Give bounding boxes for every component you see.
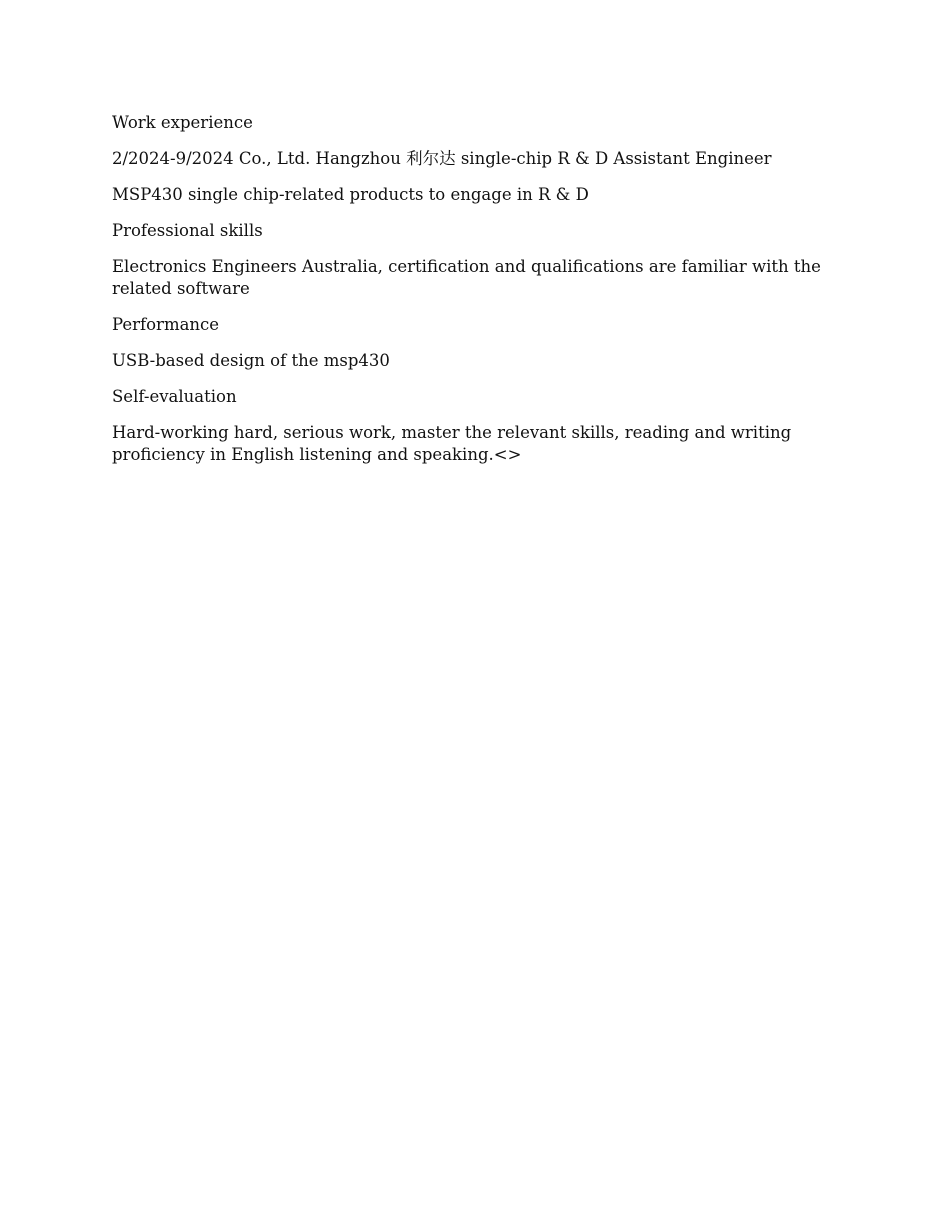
section-heading-performance: Performance <box>112 315 220 334</box>
work-experience-description: MSP430 single chip-related products to engage in R & D <box>112 185 589 204</box>
work-experience-entry: 2/2024-9/2024 Co., Ltd. Hangzhou 利尔达 single-chip R & D Assistant Engineer <box>112 149 772 168</box>
section-heading-professional-skills: Professional skills <box>112 221 263 240</box>
document-page <box>112 112 847 480</box>
self-evaluation-text: Hard-working hard, serious work, master the relevant skills, reading and writing proficiency in English listening and speaking.<> <box>112 423 792 464</box>
professional-skills-text: Electronics Engineers Australia, certification and qualifications are familiar with the related software <box>112 257 821 298</box>
section-heading-self-evaluation: Self-evaluation <box>112 387 237 406</box>
performance-text: USB-based design of the msp430 <box>112 351 390 370</box>
section-heading-work-experience: Work experience <box>112 113 253 132</box>
